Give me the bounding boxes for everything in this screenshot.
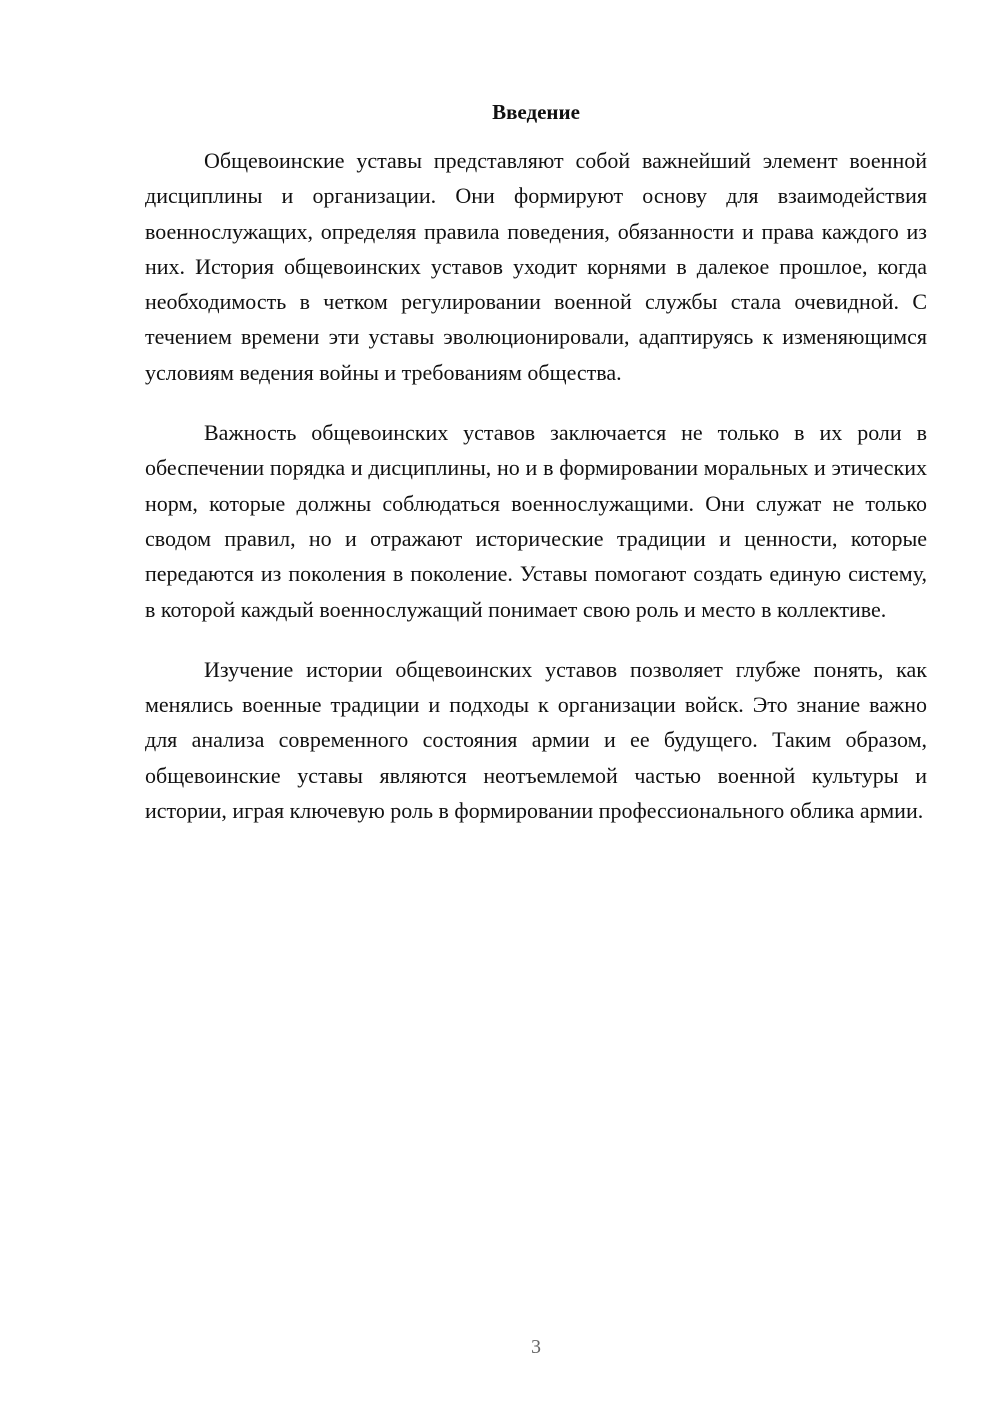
page-number: 3 bbox=[531, 1336, 541, 1358]
paragraph-3: Изучение истории общевоинских уставов позволяет глубже понять, как менялись военные традиции и подходы к организации войск. Это знание важно для анализа современного состояния армии и ее будущего. Таким образом, общевоинские уставы являются неотъемлемой частью военной культуры и истории, играя ключевую роль в формировании профессионального облика армии. bbox=[145, 656, 927, 824]
body-text bbox=[145, 143, 927, 853]
section-title: Введение bbox=[492, 100, 580, 124]
paragraph-2: Важность общевоинских уставов заключается не только в их роли в обеспечении порядка и дисциплины, но и в формировании моральных и этических норм, которые должны соблюдаться военнослужащими. Они служат не только сводом правил, но и отражают исторические традиции и ценности, которые передаются из поколения в поколение. Уставы помогают создать единую систему, в которой каждый военнослужащий понимает свою роль и место в коллективе. bbox=[145, 420, 927, 622]
paragraph-1: Общевоинские уставы представляют собой важнейший элемент военной дисциплины и организации. Они формируют основу для взаимодействия военнослужащих, определяя правила поведения, обязанности и права каждого из них. История общевоинских уставов уходит корнями в далекое прошлое, когда необходимость в четком регулировании военной службы стала очевидной. С течением времени эти уставы эволюционировали, адаптируясь к изменяющимся условиям ведения войны и требованиям общества. bbox=[145, 148, 927, 385]
